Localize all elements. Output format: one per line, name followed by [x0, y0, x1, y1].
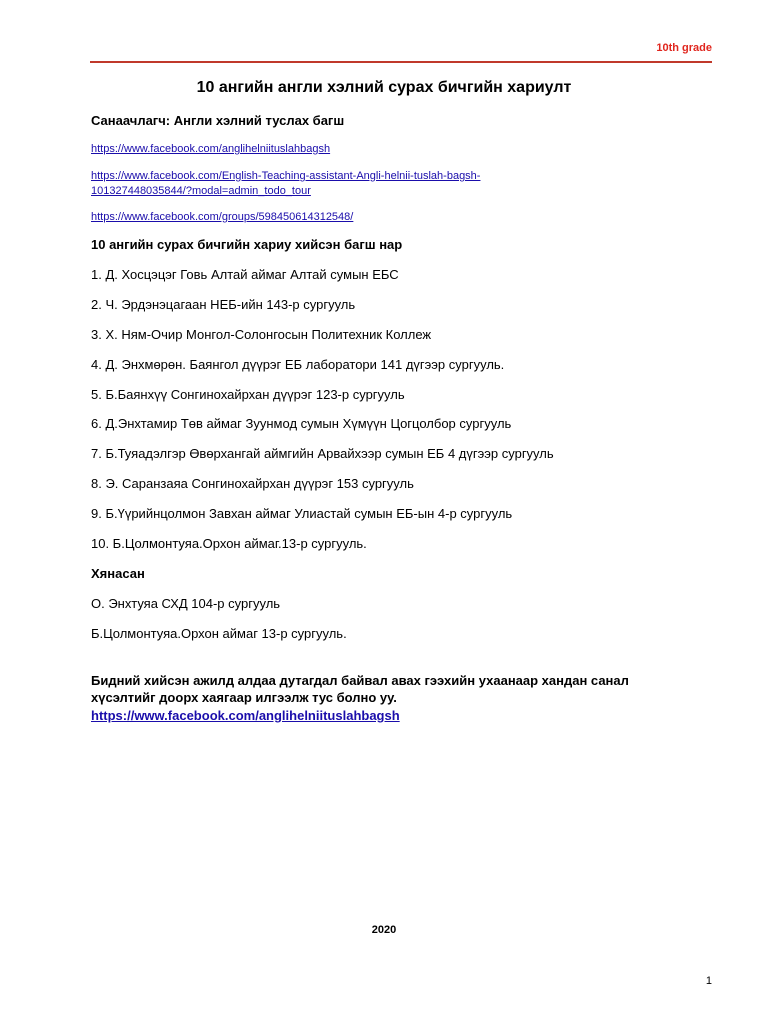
answerers-heading: 10 ангийн сурах бичгийн хариу хийсэн багш нар	[91, 237, 403, 252]
compiler-line: Санаачлагч: Англи хэлний туслах багш	[91, 113, 345, 128]
header-rule	[90, 61, 712, 63]
closing-line: Бидний хийсэн ажилд алдаа дутагдал байвал авах гээхийн ухаанаар хандан санал	[91, 673, 629, 688]
answerer-item: 10. Б.Цолмонтуяа.Орхон аймаг.13-р сургууль.	[91, 536, 367, 551]
closing-message	[91, 672, 691, 706]
answerer-item: 9. Б.Үүрийнцолмон Завхан аймаг Улиастай сумын ЕБ-ын 4-р сургууль	[91, 506, 513, 521]
answerer-item: 3. Х. Ням-Очир Монгол-Солонгосын Политехник Коллеж	[91, 327, 432, 342]
answerer-item: 1. Д. Хосцэцэг Говь Алтай аймаг Алтай сумын ЕБС	[91, 267, 399, 282]
reviewed-heading: Хянасан	[91, 566, 145, 581]
footer-year: 2020	[371, 924, 397, 936]
answerer-item: 5. Б.Баянхүү Сонгинохайрхан дүүрэг 123-р сургууль	[91, 387, 405, 402]
facebook-group-link[interactable]: https://www.facebook.com/groups/598450614312548/	[91, 211, 354, 223]
document-title: 10 ангийн англи хэлний сурах бичгийн хариулт	[196, 79, 572, 96]
facebook-teaching-link-line2[interactable]: 101327448035844/?modal=admin_todo_tour	[91, 185, 311, 197]
closing-line: хүсэлтийг доорх хаягаар илгээлж тус болно уу.	[91, 690, 397, 705]
facebook-teaching-link-line1[interactable]: https://www.facebook.com/English-Teaching-assistant-Angli-helnii-tuslah-bagsh-	[91, 170, 481, 182]
answerer-item: 4. Д. Энхмөрөн. Баянгол дүүрэг ЕБ лаборатори 141 дүгээр сургууль.	[91, 357, 505, 372]
answerer-item: 2. Ч. Эрдэнэцагаан НЕБ-ийн 143-р сургууль	[91, 297, 356, 312]
closing-facebook-link[interactable]: https://www.facebook.com/anglihelniituslahbagsh	[91, 708, 400, 723]
answerer-item: 6. Д.Энхтамир Төв аймаг Зуунмод сумын Хүмүүн Цогцолбор сургууль	[91, 416, 512, 431]
reviewer-item: О. Энхтуяа СХД 104-р сургууль	[91, 596, 281, 611]
answerer-item: 8. Э. Саранзаяа Сонгинохайрхан дүүрэг 153 сургууль	[91, 476, 414, 491]
reviewer-item: Б.Цолмонтуяа.Орхон аймаг 13-р сургууль.	[91, 626, 347, 641]
page-number: 1	[705, 975, 712, 987]
facebook-page-link[interactable]: https://www.facebook.com/anglihelniituslahbagsh	[91, 143, 331, 155]
answerer-item: 7. Б.Туяадэлгэр Өвөрхангай аймгийн Арвайхээр сумын ЕБ 4 дүгээр сургууль	[91, 446, 554, 461]
grade-label: 10th grade	[656, 42, 712, 54]
